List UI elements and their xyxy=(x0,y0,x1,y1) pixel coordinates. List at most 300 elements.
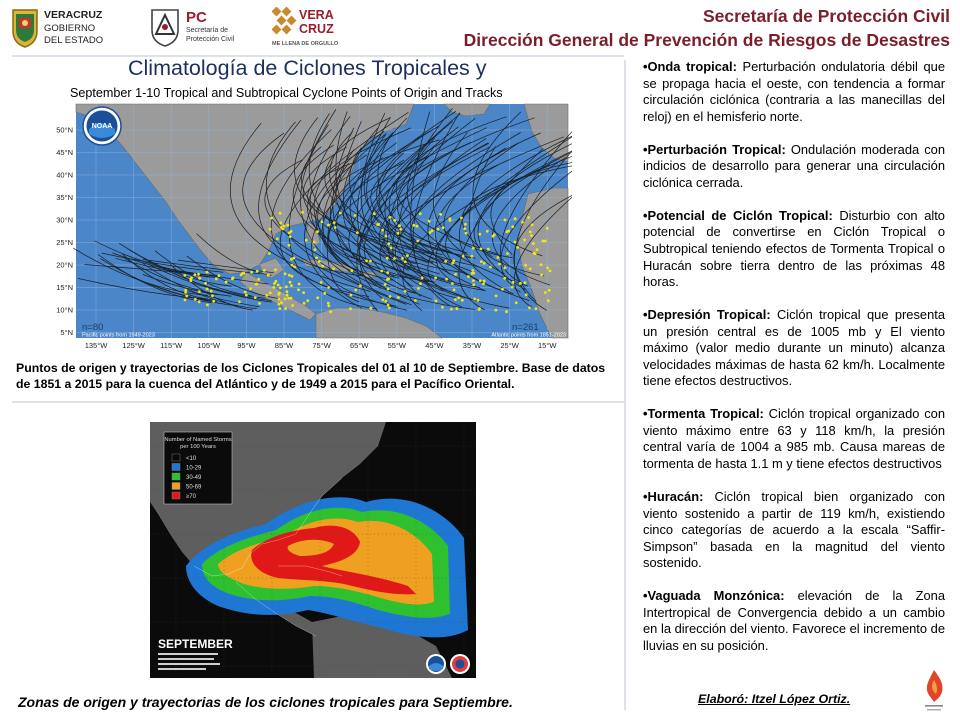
lon-label: 15°W xyxy=(537,341,557,350)
origin-point xyxy=(257,278,260,281)
veracruz-government-logo xyxy=(10,4,120,52)
origin-point xyxy=(286,294,289,297)
origin-point xyxy=(401,257,404,260)
pc-logo-abbrev: PC xyxy=(186,9,207,26)
origin-point xyxy=(291,275,294,278)
origin-point xyxy=(278,292,281,295)
origin-point xyxy=(350,269,353,272)
lon-label: 45°W xyxy=(425,341,444,350)
origin-point xyxy=(212,300,215,303)
origin-point xyxy=(384,300,387,303)
origin-point xyxy=(258,302,261,305)
origin-point xyxy=(198,290,201,293)
vc-logo-line2: CRUZ xyxy=(299,22,334,36)
origin-point xyxy=(381,229,384,232)
origin-point xyxy=(434,277,437,280)
origin-point xyxy=(404,260,407,263)
legend-label: 50-69 xyxy=(186,484,202,491)
origin-point xyxy=(399,228,402,231)
origin-point xyxy=(194,298,197,301)
origin-point xyxy=(389,216,392,219)
origin-point xyxy=(521,221,524,224)
definition-term: •Tormenta Tropical: xyxy=(643,406,764,422)
origin-point xyxy=(385,235,388,238)
legend-swatch xyxy=(172,492,180,499)
definitions-list xyxy=(643,59,945,671)
origin-point xyxy=(549,270,552,273)
origin-point xyxy=(277,284,280,287)
lon-label: 65°W xyxy=(349,341,369,350)
origin-point xyxy=(514,241,517,244)
column-divider xyxy=(624,60,626,710)
origin-point xyxy=(287,297,290,300)
origin-point xyxy=(414,299,417,302)
origin-point xyxy=(286,224,289,227)
origin-point xyxy=(406,254,409,257)
origin-point xyxy=(473,298,476,301)
veracruz-logo-line3: DEL ESTADO xyxy=(44,35,104,46)
origin-point xyxy=(528,306,531,309)
origin-point xyxy=(184,291,187,294)
origin-point xyxy=(327,286,330,289)
lat-label: 5°N xyxy=(60,328,73,337)
definition-term: •Huracán: xyxy=(643,488,704,504)
origin-point xyxy=(315,257,318,260)
origin-point xyxy=(389,295,392,298)
origin-point xyxy=(198,300,201,303)
origin-point xyxy=(472,247,475,250)
origin-point xyxy=(303,302,306,305)
origin-point xyxy=(511,225,514,228)
origin-point xyxy=(380,270,383,273)
origin-point xyxy=(454,298,457,301)
origin-point xyxy=(419,282,422,285)
vc-logo-line1: VERA xyxy=(299,8,334,22)
origin-point xyxy=(284,272,287,275)
origin-point xyxy=(512,281,515,284)
orgullo-lattice-icon xyxy=(272,7,300,37)
origin-point xyxy=(453,289,456,292)
origin-point xyxy=(532,242,535,245)
origin-point xyxy=(483,280,486,283)
origin-point xyxy=(415,225,418,228)
origin-point xyxy=(206,304,209,307)
header-title-line2: Dirección General de Prevención de Riesgos de Desastres xyxy=(463,30,950,50)
origin-point xyxy=(471,269,474,272)
origin-point xyxy=(462,255,465,258)
origin-point xyxy=(461,299,464,302)
origin-point xyxy=(536,248,539,251)
origin-point xyxy=(478,233,481,236)
origin-point xyxy=(354,214,357,217)
origin-point xyxy=(546,267,549,270)
origin-point xyxy=(546,227,549,230)
origin-point xyxy=(386,271,389,274)
origin-point xyxy=(387,288,390,291)
definition-term: •Potencial de Ciclón Tropical: xyxy=(643,207,833,223)
origin-point xyxy=(218,274,221,277)
tracks-chart-title: September 1-10 Tropical and Subtropical Cyclone Points of Origin and Tracks xyxy=(70,86,503,100)
pc-logo-line1: Secretaría de xyxy=(186,27,229,34)
origin-point xyxy=(416,240,419,243)
origin-point xyxy=(503,277,506,280)
header-title-line1: Secretaría de Protección Civil xyxy=(702,6,950,26)
origin-point xyxy=(412,224,415,227)
definition-text: Ciclón tropical bien organizado con viento sostenido a partir de 119 km/h, existiendo cinco categorías de acuerdo a la escala “Saffir-Simpson” basada en la magnitud del viento sostenido. xyxy=(643,488,945,571)
origin-point xyxy=(189,279,192,282)
lon-label: 95°W xyxy=(237,341,256,350)
origin-point xyxy=(254,296,257,299)
origin-point xyxy=(313,241,316,244)
origin-point xyxy=(350,294,353,297)
origin-point xyxy=(544,291,547,294)
origin-point xyxy=(306,299,309,302)
origin-point xyxy=(540,274,543,277)
origin-point xyxy=(460,217,463,220)
proteccion-civil-logo xyxy=(150,4,250,52)
origin-point xyxy=(327,302,330,305)
origin-point xyxy=(267,274,270,277)
origin-point xyxy=(206,288,209,291)
lon-label: 105°W xyxy=(197,341,221,350)
origin-point xyxy=(504,219,507,222)
origin-point xyxy=(535,307,538,310)
origin-point xyxy=(244,291,247,294)
origin-point xyxy=(506,230,509,233)
pacific-count: n=80 xyxy=(82,322,104,333)
definition-term: •Depresión Tropical: xyxy=(643,307,771,323)
header-logos xyxy=(10,4,350,52)
origin-point xyxy=(270,217,273,220)
definition-huracan xyxy=(643,489,945,572)
origin-point xyxy=(286,290,289,293)
origin-point xyxy=(381,298,384,301)
origin-point xyxy=(417,287,420,290)
origin-point xyxy=(298,283,301,286)
legend-swatch xyxy=(172,483,180,490)
origin-point xyxy=(506,252,509,255)
definition-text: Ciclón tropical organizado con viento máximo entre 63 y 118 km/h, la presión central varía de 1004 a 985 mb. Causa mareas de tormenta de hasta 1.1 m y tiene efectos destructivos xyxy=(643,406,945,472)
origin-point xyxy=(290,258,293,261)
proteccion-civil-flame-logo xyxy=(920,668,948,714)
lat-label: 20°N xyxy=(56,260,73,270)
origin-point xyxy=(359,284,362,287)
origin-point xyxy=(291,304,294,307)
origin-point xyxy=(452,259,455,262)
origin-point xyxy=(428,220,431,223)
atlantic-period: Atlantic points from 1851-2023 xyxy=(491,332,566,339)
atlantic-count: n=261 xyxy=(512,322,539,333)
latitude-labels xyxy=(56,126,73,338)
origin-point xyxy=(256,270,259,273)
origin-point xyxy=(531,223,534,226)
origin-point xyxy=(277,303,280,306)
legend-title-line1: Number of Named Storms xyxy=(164,437,232,443)
origin-point xyxy=(527,216,530,219)
origin-point xyxy=(321,221,324,224)
origin-point xyxy=(467,275,470,278)
noaa-small-logo xyxy=(426,654,446,674)
month-label: SEPTEMBER xyxy=(158,637,233,651)
origin-point xyxy=(445,278,448,281)
density-map-caption: Zonas de origen y trayectorias de los ciclones tropicales para Septiembre. xyxy=(18,694,513,710)
origin-point xyxy=(493,234,496,237)
origin-point xyxy=(279,212,282,215)
origin-point xyxy=(465,232,468,235)
origin-point xyxy=(464,223,467,226)
origin-point xyxy=(293,257,296,260)
origin-point xyxy=(290,230,293,233)
origin-point xyxy=(329,310,332,313)
origin-point xyxy=(471,255,474,258)
origin-point xyxy=(505,310,508,313)
origin-point xyxy=(289,235,292,238)
origin-point xyxy=(456,307,459,310)
origin-point xyxy=(278,307,281,310)
lat-label: 45°N xyxy=(56,148,73,157)
origin-point xyxy=(387,304,390,307)
lon-label: 75°W xyxy=(312,341,331,350)
vc-logo-tagline: ME LLENA DE ORGULLO xyxy=(272,41,339,47)
lat-label: 50°N xyxy=(56,125,73,135)
definition-vaguada-monzonica xyxy=(643,588,945,654)
definition-term: •Onda tropical: xyxy=(643,59,737,74)
origin-point xyxy=(231,277,234,280)
origin-point xyxy=(387,243,390,246)
legend-label: <10 xyxy=(186,456,197,462)
veracruz-logo-line1: VERACRUZ xyxy=(44,9,103,21)
lon-label: 125°W xyxy=(122,341,145,350)
origin-point xyxy=(529,231,532,234)
origin-point xyxy=(321,265,324,268)
origin-point xyxy=(356,231,359,234)
origin-point xyxy=(263,269,266,272)
origin-point xyxy=(444,260,447,263)
origin-point xyxy=(404,290,407,293)
origin-point xyxy=(316,230,319,233)
origin-point xyxy=(457,296,460,299)
definition-text: Ciclón tropical que presenta un presión central es de 1005 mb y El viento máximo (valor medio durante un minuto) alcanza velocidades máximas de hasta 62 km/h. Localmente tiene efectos destructivos. xyxy=(643,307,945,389)
origin-point xyxy=(301,211,304,214)
origin-point xyxy=(478,307,481,310)
origin-point xyxy=(437,228,440,231)
definition-text: elevación de la Zona Intertropical de Convergencia debido a un cambio en la dirección del viento. Favorece el incremento de lluvias en su posición. xyxy=(643,588,945,653)
origin-point xyxy=(291,264,294,267)
origin-point xyxy=(441,306,444,309)
origin-point xyxy=(376,223,379,226)
origin-point xyxy=(269,228,272,231)
origin-point xyxy=(215,278,218,281)
author-credit xyxy=(698,692,850,706)
origin-point xyxy=(198,277,201,280)
origin-point xyxy=(297,288,300,291)
origin-point xyxy=(435,300,438,303)
origin-point xyxy=(386,257,389,260)
origin-point xyxy=(283,225,286,228)
definition-perturbacion-tropical xyxy=(643,142,945,192)
origin-point xyxy=(398,224,401,227)
origin-point xyxy=(332,268,335,271)
origin-point xyxy=(373,212,376,215)
definition-term: •Vaguada Monzónica: xyxy=(643,588,785,604)
noaa-logo-text: NOAA xyxy=(91,123,113,130)
origin-point xyxy=(238,300,241,303)
origin-point xyxy=(349,307,352,310)
pc-logo-line2: Protección Civil xyxy=(186,36,235,43)
origin-point xyxy=(486,230,489,233)
origin-point xyxy=(419,212,422,215)
origin-point xyxy=(464,227,467,230)
origin-point xyxy=(279,221,282,224)
origin-point xyxy=(384,283,387,286)
origin-point xyxy=(289,281,292,284)
origin-point xyxy=(272,286,275,289)
origin-point xyxy=(498,263,501,266)
lat-label: 30°N xyxy=(56,215,73,225)
origin-point xyxy=(197,273,200,276)
origin-point xyxy=(482,282,485,285)
lat-label: 10°N xyxy=(56,305,73,315)
definition-text: Perturbación ondulatoria débil que se propaga hacia el oeste, con tendencia a formar circulación ciclónica (contraria a las manecillas del reloj) en el hemisferio norte. xyxy=(643,59,945,124)
origin-point xyxy=(390,247,393,250)
proteccion-civil-emblem-icon xyxy=(150,8,180,48)
definition-onda-tropical xyxy=(643,59,945,125)
origin-point xyxy=(471,272,474,275)
origin-point xyxy=(323,292,326,295)
header-title xyxy=(464,4,950,52)
definition-tormenta-tropical xyxy=(643,406,945,472)
origin-point xyxy=(256,283,259,286)
origin-point xyxy=(185,295,188,298)
origin-point xyxy=(523,239,526,242)
origin-point xyxy=(293,265,296,268)
origin-point xyxy=(472,279,475,282)
origin-point xyxy=(397,296,400,299)
pacific-period: Pacific points from 1949-2023 xyxy=(82,332,155,339)
origin-point xyxy=(421,276,424,279)
origin-point xyxy=(284,298,287,301)
origin-point xyxy=(497,256,500,259)
definition-term: •Perturbación Tropical: xyxy=(643,141,786,157)
definition-text: Disturbio con alto potencial de convertirse en Ciclón Tropical o Subtropical teniendo efectos de Tormenta Tropical o Huracán sobre tierra dentro de las próximas 48 horas. xyxy=(643,207,945,290)
origin-point xyxy=(501,288,504,291)
origin-point xyxy=(290,284,293,287)
origin-point xyxy=(354,289,357,292)
origin-point xyxy=(450,308,453,311)
author-label: Elaboró: xyxy=(698,692,749,706)
origin-point xyxy=(479,279,482,282)
origin-point xyxy=(397,232,400,235)
origin-point xyxy=(194,273,197,276)
legend-label: ≥70 xyxy=(186,494,196,500)
origin-point xyxy=(316,296,319,299)
origin-point xyxy=(540,263,543,266)
origin-point xyxy=(268,252,271,255)
origin-point xyxy=(393,257,396,260)
definition-depresion-tropical xyxy=(643,307,945,390)
origin-point xyxy=(544,240,547,243)
page-title: Climatología de Ciclones Tropicales y xyxy=(128,56,487,80)
origin-point xyxy=(302,291,305,294)
named-storms-density-map xyxy=(146,416,482,684)
lon-label: 55°W xyxy=(387,341,407,350)
lat-label: 40°N xyxy=(56,170,73,180)
origin-point xyxy=(504,266,507,269)
origin-point xyxy=(524,264,527,267)
veracruz-orgullo-logo xyxy=(272,4,350,52)
origin-point xyxy=(280,301,283,304)
origin-point xyxy=(524,281,527,284)
author-name: Itzel López Ortiz. xyxy=(748,692,851,706)
origin-point xyxy=(183,274,186,277)
origin-point xyxy=(339,212,342,215)
longitude-labels xyxy=(85,341,558,350)
veracruz-shield-icon xyxy=(10,7,40,49)
origin-point xyxy=(305,239,308,242)
origin-point xyxy=(334,226,337,229)
legend-label: 10-29 xyxy=(186,465,202,472)
origin-point xyxy=(534,252,537,255)
origin-point xyxy=(314,248,317,251)
origin-point xyxy=(451,262,454,265)
origin-point xyxy=(370,307,373,310)
definition-text: Ondulación moderada con indicios de desarrollo para generar una circulación ciclónica cerrada. xyxy=(643,141,945,190)
origin-point xyxy=(451,282,454,285)
origin-point xyxy=(511,286,514,289)
origin-point xyxy=(250,271,253,274)
origin-point xyxy=(489,266,492,269)
section-divider xyxy=(12,401,624,403)
origin-point xyxy=(519,282,522,285)
lon-label: 35°W xyxy=(462,341,482,350)
origin-point xyxy=(290,297,293,300)
lat-label: 15°N xyxy=(56,283,73,292)
origin-point xyxy=(365,259,368,262)
origin-point xyxy=(327,305,330,308)
origin-point xyxy=(320,281,323,284)
origin-point xyxy=(439,213,442,216)
noaa-logo xyxy=(83,107,121,145)
origin-point xyxy=(530,234,533,237)
origin-point xyxy=(279,286,282,289)
origin-point xyxy=(288,274,291,277)
origin-point xyxy=(184,299,187,302)
lat-label: 35°N xyxy=(56,193,73,202)
legend-swatch xyxy=(172,473,180,480)
legend-swatch xyxy=(172,464,180,471)
origin-point xyxy=(285,285,288,288)
cyclone-tracks-map xyxy=(54,102,572,354)
origin-point xyxy=(225,281,228,284)
origin-point xyxy=(514,217,517,220)
storm-legend xyxy=(164,432,232,504)
origin-point xyxy=(278,298,281,301)
origin-point xyxy=(241,272,244,275)
origin-point xyxy=(204,282,207,285)
origin-point xyxy=(448,217,451,220)
origin-point xyxy=(525,294,528,297)
tracks-map-caption: Puntos de origen y trayectorias de los Ciclones Tropicales del 01 al 10 de Septiembre. Base de datos de 1851 a 2015 para la cuenca del Atlántico y de 1949 a 2015 para el Pacífico Oriental. xyxy=(16,361,606,391)
origin-point xyxy=(288,244,291,247)
origin-point xyxy=(483,262,486,265)
origin-point xyxy=(249,287,252,290)
origin-point xyxy=(210,290,213,293)
legend-swatch xyxy=(172,454,180,461)
origin-point xyxy=(273,282,276,285)
definition-potencial-ciclon xyxy=(643,208,945,291)
lon-label: 115°W xyxy=(160,341,183,350)
origin-point xyxy=(206,271,209,274)
